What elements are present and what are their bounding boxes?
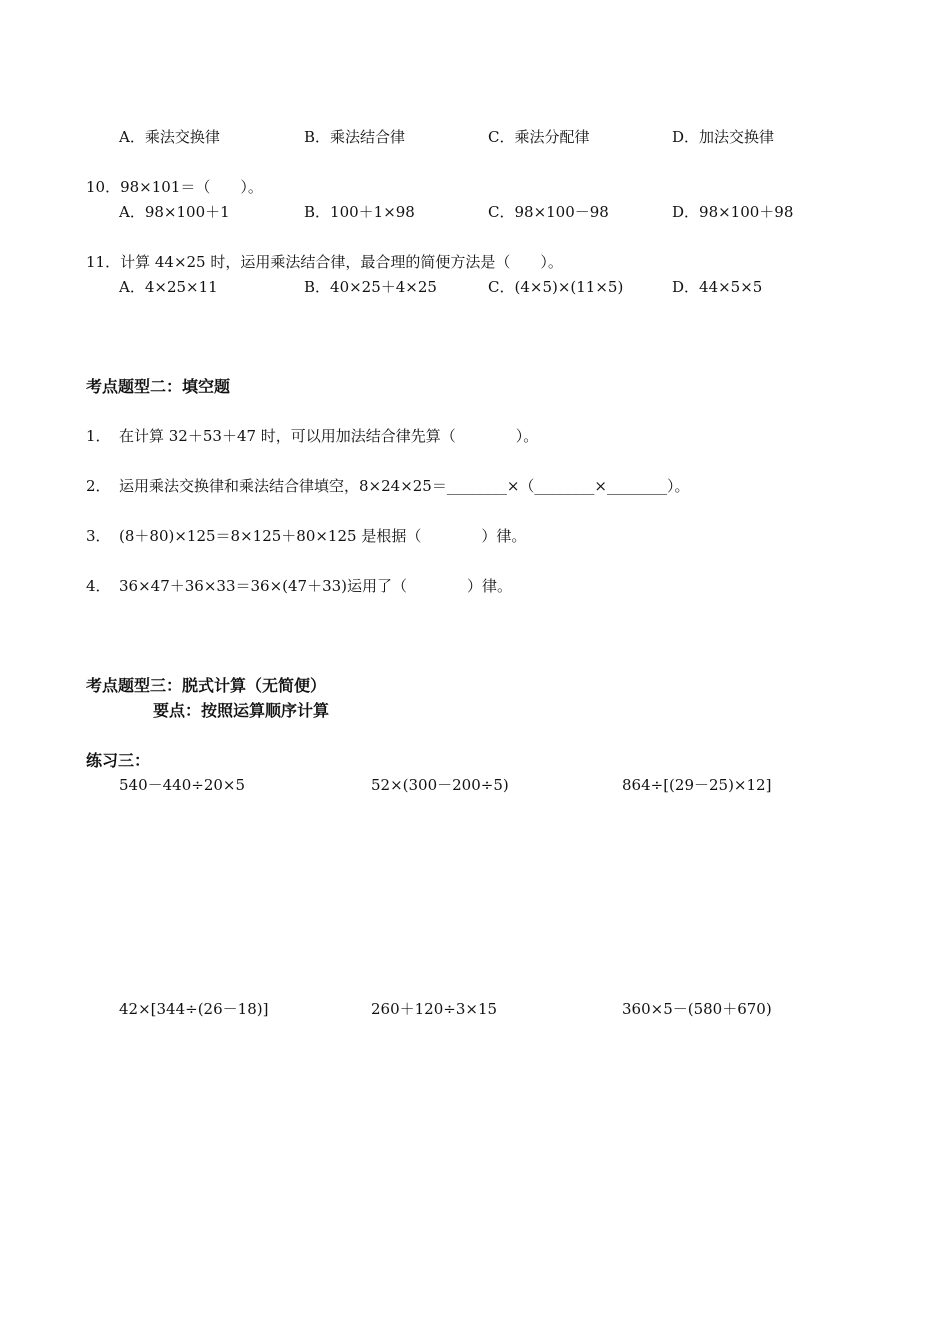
calc-expression: 260＋120÷3×15 [371,1000,498,1018]
q9-option-a: A．乘法交换律 [119,128,220,146]
fill-item-text: 运用乘法交换律和乘法结合律填空，8×24×25＝________×（________×________）。 [119,477,690,495]
fill-item-number: 3． [86,527,111,545]
practice-label: 练习三： [86,751,151,770]
calc-expression: 360×5－(580＋670) [622,1000,772,1018]
fill-item-number: 4． [86,577,111,595]
q10-question: 10．98×101＝（ ）。 [86,178,263,196]
q9-option-d: D．加法交换律 [672,128,775,146]
q10-option-c: C．98×100－98 [488,203,609,221]
calc-expression: 42×[344÷(26－18)] [119,1000,269,1018]
q11-option-c: C．(4×5)×(11×5) [488,278,624,296]
section3-subtitle: 要点：按照运算顺序计算 [153,701,330,720]
q10-option-d: D．98×100＋98 [672,203,794,221]
q11-option-b: B．40×25＋4×25 [304,278,437,296]
fill-item-text: 在计算 32＋53＋47 时，可以用加法结合律先算（ ）。 [119,427,539,445]
q11-option-a: A．4×25×11 [119,278,218,296]
q9-option-c: C．乘法分配律 [488,128,590,146]
q10-option-a: A．98×100＋1 [119,203,230,221]
fill-item-number: 1． [86,427,111,445]
section2-title: 考点题型二：填空题 [86,377,231,396]
fill-item-number: 2． [86,477,111,495]
q9-option-b: B．乘法结合律 [304,128,406,146]
q11-question: 11．计算 44×25 时，运用乘法结合律，最合理的简便方法是（ ）。 [86,253,563,271]
calc-expression: 52×(300－200÷5) [371,776,509,794]
section3-title: 考点题型三：脱式计算（无简便） [86,676,327,695]
fill-item-text: 36×47＋36×33＝36×(47＋33)运用了（ ）律。 [119,577,513,595]
q11-option-d: D．44×5×5 [672,278,763,296]
fill-item-text: (8＋80)×125＝8×125＋80×125 是根据（ ）律。 [119,527,527,545]
q10-option-b: B．100＋1×98 [304,203,415,221]
calc-expression: 864÷[(29－25)×12] [622,776,772,794]
calc-expression: 540－440÷20×5 [119,776,246,794]
